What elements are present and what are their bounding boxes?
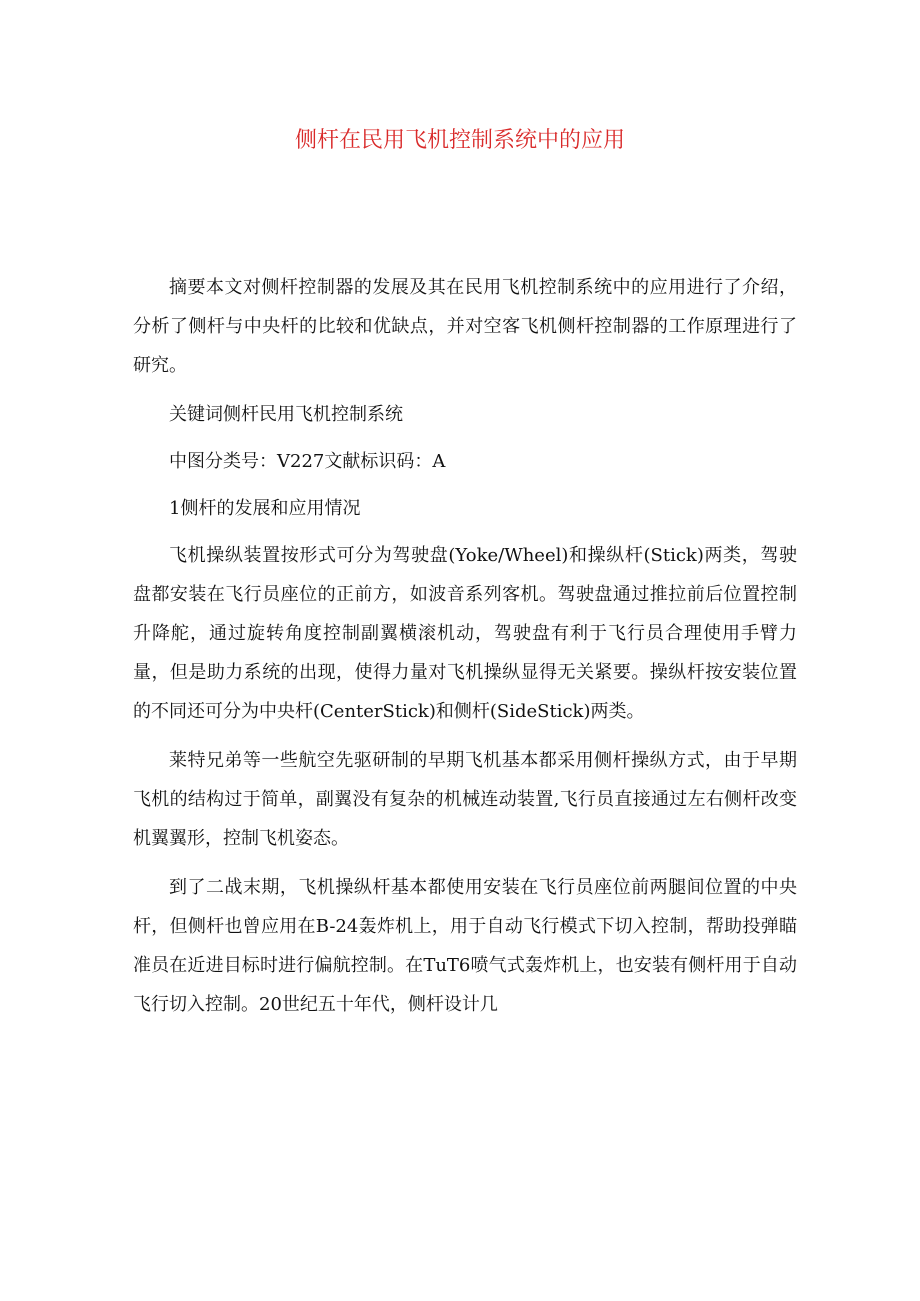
section-heading: 1侧杆的发展和应用情况 [169, 498, 361, 519]
body-paragraph: 莱特兄弟等一些航空先驱研制的早期飞机基本都采用侧杆操纵方式，由于早期飞机的结构过于简单，副翼没有复杂的机械连动装置,飞行员直接通过左右侧杆改变机翼翼形，控制飞机姿态。 [133, 750, 797, 849]
keywords-line: 关键词侧杆民用飞机控制系统 [169, 404, 403, 425]
body-paragraph: 到了二战末期，飞机操纵杆基本都使用安装在飞行员座位前两腿间位置的中央杆，但侧杆也曾应用在B-24轰炸机上，用于自动飞行模式下切入控制，帮助投弹瞄准员在近进目标时进行偏航控制。在TuT6喷气式轰炸机上，也安装有侧杆用于自动飞行切入控制。20世纪五十年代，侧杆设计几 [133, 877, 797, 1015]
body-paragraph: 飞机操纵装置按形式可分为驾驶盘(Yoke/Wheel)和操纵杆(Stick)两类，驾驶盘都安装在飞行员座位的正前方，如波音系列客机。驾驶盘通过推拉前后位置控制升降舵，通过旋转角度控制副翼横滚机动，驾驶盘有利于飞行员合理使用手臂力量，但是助力系统的出现，使得力量对飞机操纵显得无关紧要。操纵杆按安装位置的不同还可分为中央杆(CenterStick)和侧杆(SideStick)两类。 [133, 545, 797, 722]
document-body [133, 268, 797, 1034]
document-title: 侧杆在民用飞机控制系统中的应用 [294, 128, 625, 153]
abstract-paragraph: 摘要本文对侧杆控制器的发展及其在民用飞机控制系统中的应用进行了介绍，分析了侧杆与中央杆的比较和优缺点，并对空客飞机侧杆控制器的工作原理进行了研究。 [133, 277, 797, 376]
classification-line: 中图分类号：V227文献标识码：A [169, 451, 446, 472]
